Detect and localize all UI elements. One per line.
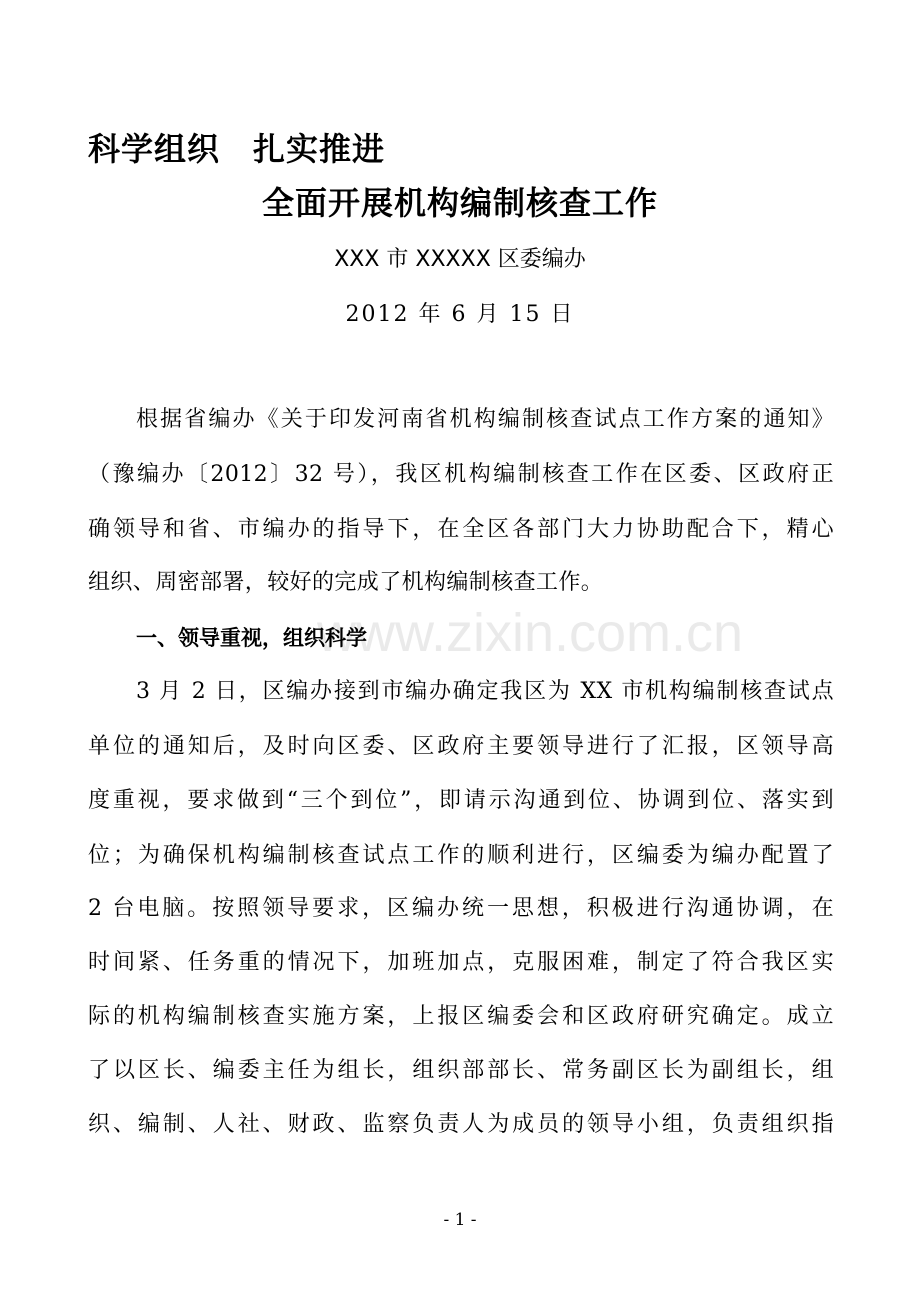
- body-line: 3 月 2 日，区编办接到市编办确定我区为 XX 市机构编制核查试点: [136, 679, 834, 704]
- watermark: www.zixin.com.cn: [316, 603, 744, 663]
- body-line: 度重视，要求做到“三个到位”，即请示沟通到位、协调到位、落实到: [88, 788, 834, 813]
- intro-line: 组织、周密部署，较好的完成了机构编制核查工作。: [88, 570, 604, 595]
- section-heading: 一、领导重视，组织科学: [136, 626, 367, 650]
- body-line: 位；为确保机构编制核查试点工作的顺利进行，区编委为编办配置了: [88, 843, 834, 868]
- intro-line: 确领导和省、市编办的指导下，在全区各部门大力协助配合下，精心: [88, 517, 834, 542]
- body-line: 单位的通知后，及时向区委、区政府主要领导进行了汇报，区领导高: [88, 734, 834, 759]
- intro-line: （豫编办〔2012〕32 号），我区机构编制核查工作在区委、区政府正: [88, 462, 834, 487]
- intro-line: 根据省编办《关于印发河南省机构编制核查试点工作方案的通知》: [136, 407, 834, 432]
- body-line: 际的机构编制核查实施方案，上报区编委会和区政府研究确定。成立: [88, 1004, 834, 1029]
- title-line-2: 全面开展机构编制核查工作: [261, 184, 658, 222]
- title-line-1: 科学组织 扎实推进: [88, 130, 386, 168]
- page-number: - 1 -: [443, 1210, 477, 1230]
- body-line: 时间紧、任务重的情况下，加班加点，克服困难，制定了符合我区实: [88, 950, 834, 975]
- document-date: 2012 年 6 月 15 日: [345, 302, 575, 327]
- body-line: 织、编制、人社、财政、监察负责人为成员的领导小组，负责组织指: [88, 1112, 834, 1137]
- body-line: 了以区长、编委主任为组长，组织部部长、常务副区长为副组长，组: [88, 1058, 834, 1083]
- organization: XXX 市 XXXXX 区委编办: [334, 247, 586, 272]
- body-line: 2 台电脑。按照领导要求，区编办统一思想，积极进行沟通协调，在: [88, 896, 834, 921]
